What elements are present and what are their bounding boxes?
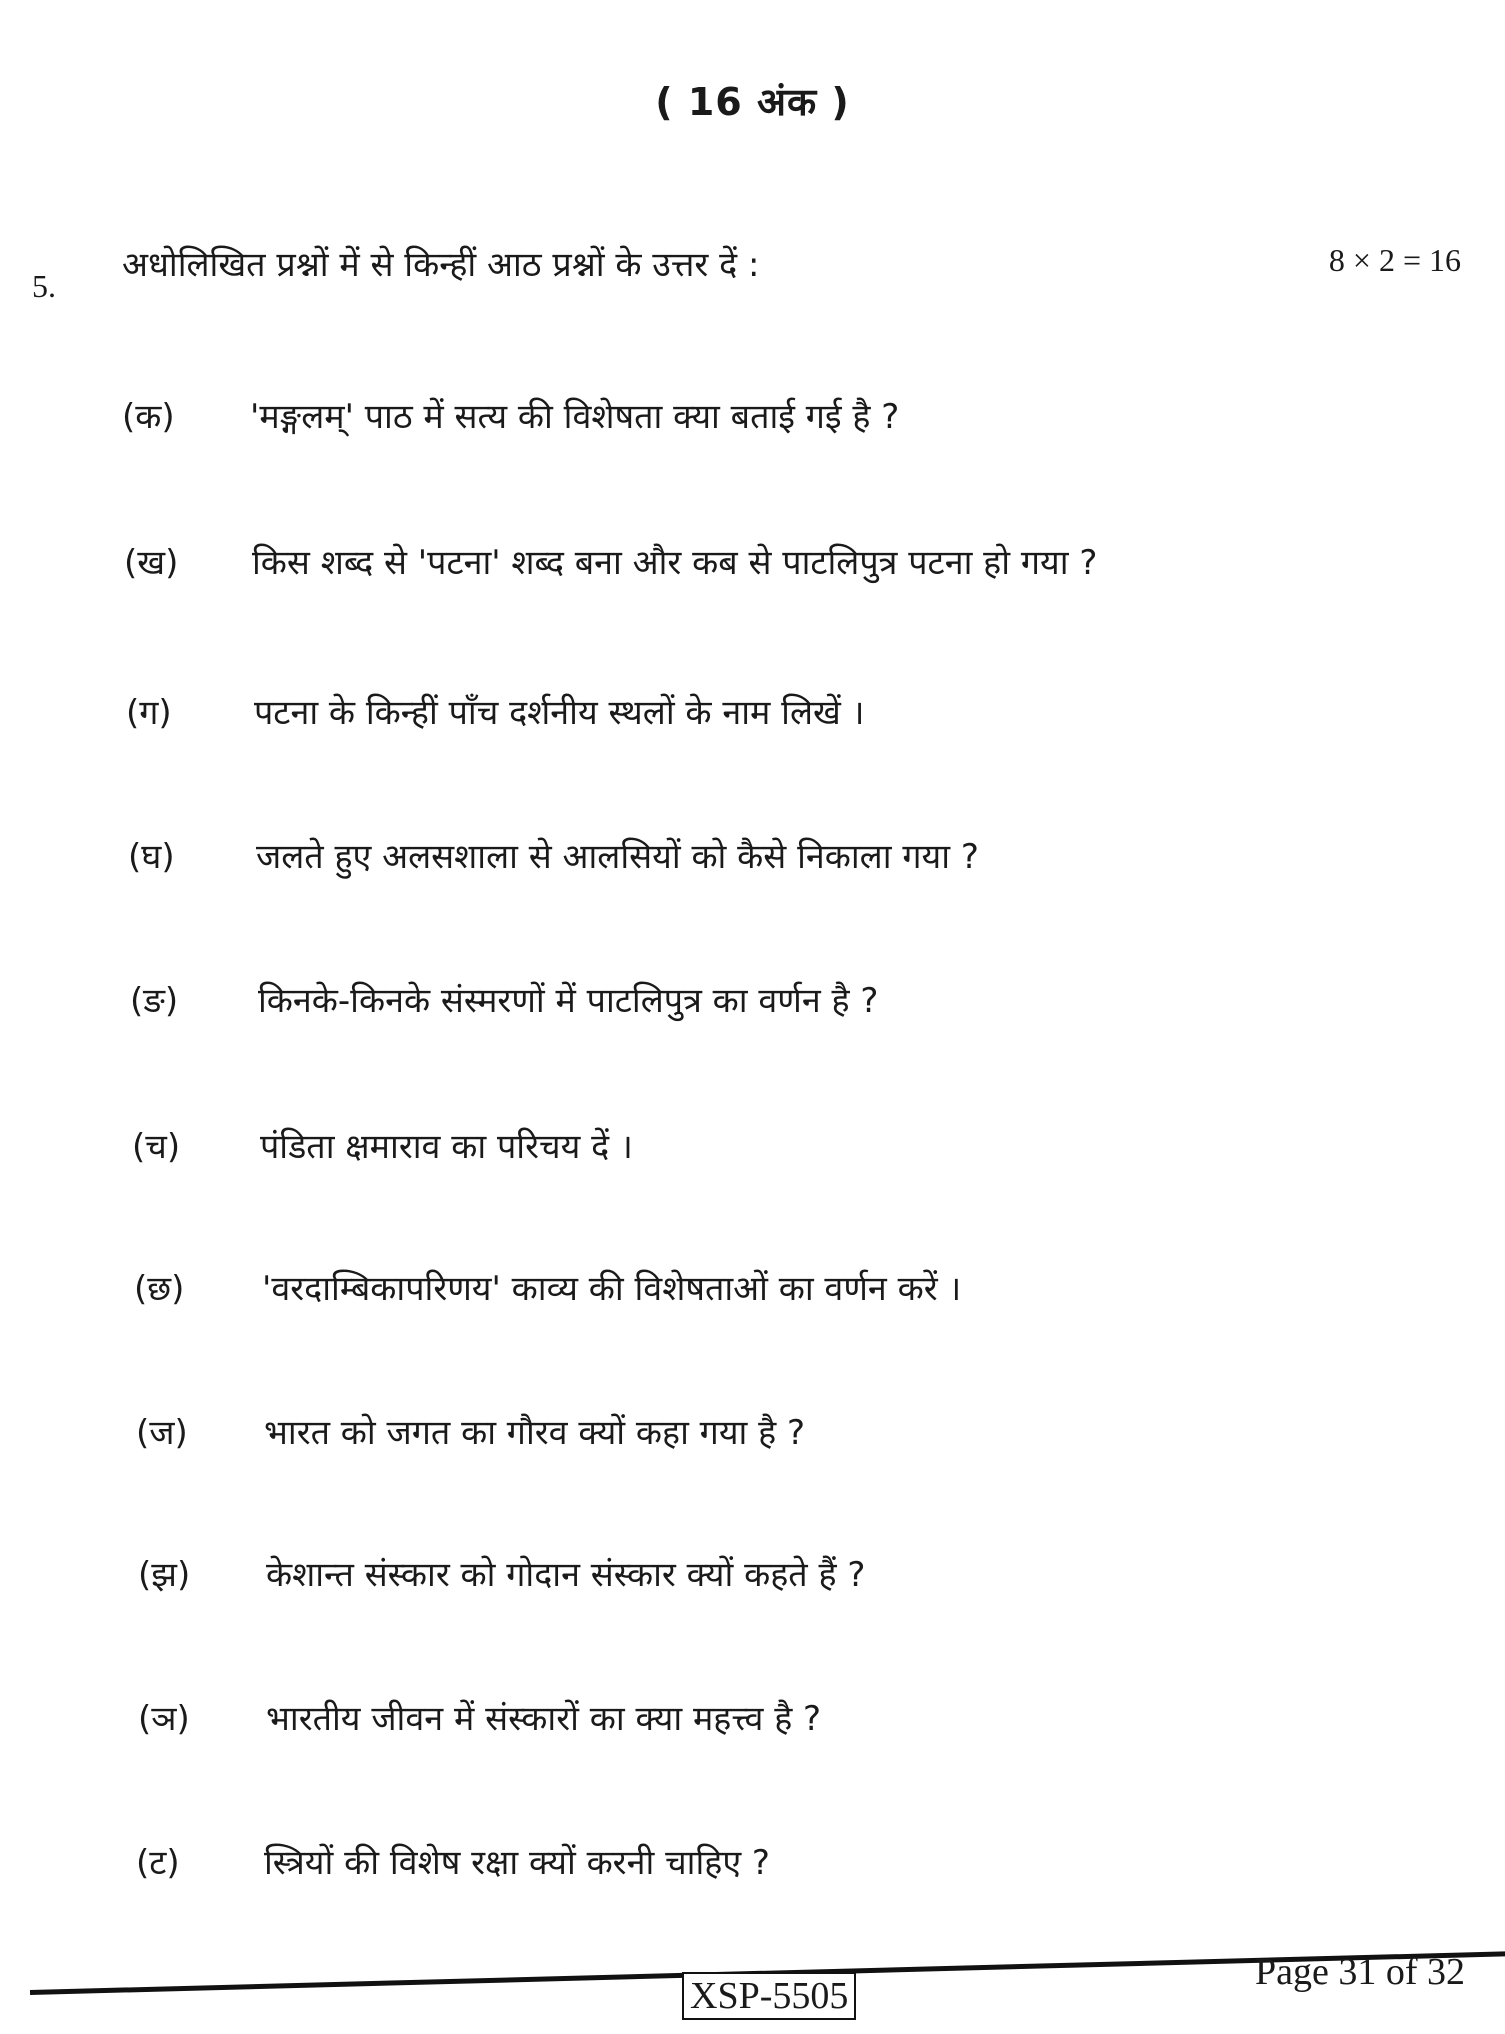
sub-question: [134, 1264, 961, 1310]
sub-question: [136, 1838, 770, 1884]
sub-question: [126, 688, 865, 734]
sub-question-label: (च): [132, 1127, 181, 1167]
sub-question-label: (छ): [134, 1269, 185, 1309]
question-number: 5.: [32, 268, 56, 304]
page-number: Page 31 of 32: [1254, 1951, 1465, 1993]
sub-question-label: (झ): [138, 1555, 191, 1595]
sub-question: [124, 538, 1097, 584]
sub-question-label: (ङ): [130, 981, 179, 1021]
sub-question: [130, 976, 878, 1022]
sub-question-label: (ज): [136, 1413, 188, 1453]
sub-question-text: 'मङ्गलम्' पाठ में सत्य की विशेषता क्या बताई गई है ?: [250, 397, 900, 437]
sub-question-text: पटना के किन्हीं पाँच दर्शनीय स्थलों के नाम लिखें ।: [254, 693, 865, 733]
sub-question: [138, 1550, 865, 1596]
sub-question: [136, 1408, 805, 1454]
sub-question: [128, 832, 979, 878]
sub-question: [138, 1694, 821, 1740]
sub-question-label: (घ): [128, 837, 175, 877]
sub-question-label: (ख): [124, 543, 179, 583]
sub-question-text: 'वरदाम्बिकापरिणय' काव्य की विशेषताओं का वर्णन करें ।: [262, 1269, 962, 1309]
question-marks: 8 × 2 = 16: [1328, 242, 1461, 278]
sub-question: [122, 392, 899, 438]
sub-question-label: (ट): [136, 1843, 180, 1883]
sub-question-label: (क): [122, 397, 175, 437]
sub-question-label: (ञ): [138, 1699, 190, 1739]
sub-question-text: किनके-किनके संस्मरणों में पाटलिपुत्र का वर्णन है ?: [258, 981, 879, 1021]
sub-question-label: (ग): [126, 693, 172, 733]
section-marks-heading: ( 16 अंक ): [655, 80, 850, 124]
paper-code: XSP-5505: [682, 1972, 856, 2020]
sub-question-text: स्त्रियों की विशेष रक्षा क्यों करनी चाहिए ?: [264, 1843, 770, 1883]
sub-question-text: किस शब्द से 'पटना' शब्द बना और कब से पाटलिपुत्र पटना हो गया ?: [252, 543, 1098, 583]
question-instruction: अधोलिखित प्रश्नों में से किन्हीं आठ प्रश्नों के उत्तर दें :: [122, 245, 760, 285]
sub-question-text: जलते हुए अलसशाला से आलसियों को कैसे निकाला गया ?: [256, 837, 979, 877]
sub-question: [132, 1122, 633, 1168]
sub-question-text: भारतीय जीवन में संस्कारों का क्या महत्त्व है ?: [266, 1699, 822, 1739]
sub-question-text: भारत को जगत का गौरव क्यों कहा गया है ?: [264, 1413, 806, 1453]
sub-question-text: पंडिता क्षमाराव का परिचय दें ।: [260, 1127, 633, 1167]
sub-question-text: केशान्त संस्कार को गोदान संस्कार क्यों कहते हैं ?: [266, 1555, 866, 1595]
